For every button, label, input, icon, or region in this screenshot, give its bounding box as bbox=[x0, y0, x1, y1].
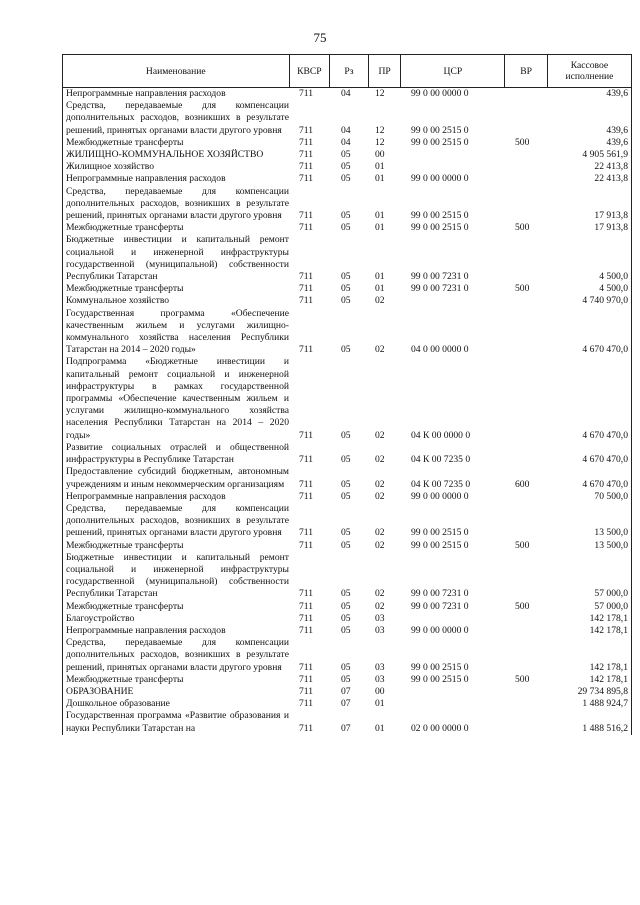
row-kvsr: 711 bbox=[299, 698, 314, 710]
table-row bbox=[63, 625, 631, 637]
table-row bbox=[63, 137, 631, 149]
table-row bbox=[63, 674, 631, 686]
row-pr: 12 bbox=[375, 136, 385, 148]
row-kassovoe: 22 413,8 bbox=[594, 161, 628, 173]
row-csr: 99 0 00 2515 0 bbox=[411, 661, 469, 673]
table-row bbox=[63, 186, 631, 223]
row-name: ЖИЛИЩНО-КОММУНАЛЬНОЕ ХОЗЯЙСТВО bbox=[66, 149, 264, 161]
row-pr: 02 bbox=[375, 478, 385, 490]
row-kassovoe: 29 734 895,8 bbox=[577, 685, 628, 697]
row-csr bbox=[401, 149, 505, 161]
row-kvsr: 711 bbox=[299, 88, 314, 99]
row-vr: 500 bbox=[515, 283, 530, 295]
row-kassovoe: 439,6 bbox=[606, 124, 628, 136]
row-csr: 99 0 00 7231 0 bbox=[411, 283, 469, 295]
row-name: Межбюджетные трансферты bbox=[66, 136, 184, 148]
page-number: 75 bbox=[313, 30, 327, 45]
row-vr bbox=[505, 686, 547, 698]
row-rz: 05 bbox=[341, 661, 351, 673]
row-vr bbox=[505, 100, 547, 137]
row-name: Непрограммные направления расходов bbox=[66, 490, 226, 502]
table-header bbox=[63, 54, 631, 88]
row-vr: 500 bbox=[515, 600, 530, 612]
row-name: Развитие социальных отраслей и общественной инфраструктуры в Республике Татарстан bbox=[66, 441, 289, 466]
row-kvsr: 711 bbox=[299, 429, 314, 441]
row-kassovoe: 439,6 bbox=[606, 136, 628, 148]
row-name: Межбюджетные трансферты bbox=[66, 283, 184, 295]
row-name: Благоустройство bbox=[66, 612, 135, 624]
row-kvsr: 711 bbox=[299, 478, 314, 490]
row-rz: 05 bbox=[341, 527, 351, 539]
row-name: Государственная программа «Обеспечение качественным жильем и услугами жилищно-коммунального хозяйства населения Республики Татарстан на 2014 – 2020 годы» bbox=[66, 307, 289, 356]
row-rz: 07 bbox=[341, 722, 351, 734]
row-kvsr: 711 bbox=[299, 222, 314, 234]
row-vr: 600 bbox=[515, 478, 530, 490]
row-kassovoe: 4 740 970,0 bbox=[582, 295, 628, 307]
row-kvsr: 711 bbox=[299, 283, 314, 295]
row-vr bbox=[505, 637, 547, 674]
row-csr: 02 0 00 0000 0 bbox=[411, 722, 469, 734]
row-csr: 04 К 00 7235 0 bbox=[411, 478, 471, 490]
table-row bbox=[63, 442, 631, 466]
row-kvsr: 711 bbox=[299, 661, 314, 673]
table-row bbox=[63, 637, 631, 674]
row-csr: 99 0 00 7231 0 bbox=[411, 588, 469, 600]
row-rz: 05 bbox=[341, 344, 351, 356]
row-pr: 12 bbox=[375, 88, 385, 99]
table-row bbox=[63, 222, 631, 234]
row-name: ОБРАЗОВАНИЕ bbox=[66, 685, 134, 697]
table-row bbox=[63, 686, 631, 698]
row-kvsr: 711 bbox=[299, 722, 314, 734]
row-name: Непрограммные направления расходов bbox=[66, 624, 226, 636]
header-name: Наименование bbox=[63, 55, 290, 87]
row-name: Непрограммные направления расходов bbox=[66, 173, 226, 185]
row-vr bbox=[505, 356, 547, 441]
row-kvsr: 711 bbox=[299, 295, 314, 307]
row-csr bbox=[401, 613, 505, 625]
row-kvsr: 711 bbox=[299, 344, 314, 356]
row-kassovoe: 1 488 516,2 bbox=[582, 722, 628, 734]
row-kvsr: 711 bbox=[299, 685, 314, 697]
row-kassovoe: 17 913,8 bbox=[594, 210, 628, 222]
row-kassovoe: 17 913,8 bbox=[594, 222, 628, 234]
row-name: Средства, передаваемые для компенсации дополнительных расходов, возникших в результате решений, принятых органами власти другого уровня bbox=[66, 100, 289, 136]
row-csr: 99 0 00 0000 0 bbox=[411, 490, 469, 502]
row-kassovoe: 4 905 561,9 bbox=[582, 149, 628, 161]
row-csr: 99 0 00 2515 0 bbox=[411, 539, 469, 551]
row-rz: 05 bbox=[341, 588, 351, 600]
row-csr: 99 0 00 2515 0 bbox=[411, 210, 469, 222]
row-rz: 07 bbox=[341, 698, 351, 710]
row-rz: 05 bbox=[341, 478, 351, 490]
row-vr bbox=[505, 234, 547, 283]
header-csr: ЦСР bbox=[401, 55, 505, 87]
row-csr: 99 0 00 0000 0 bbox=[411, 88, 469, 99]
row-kassovoe: 4 670 470,0 bbox=[582, 478, 628, 490]
row-vr bbox=[505, 698, 547, 710]
row-pr: 01 bbox=[375, 283, 385, 295]
row-kvsr: 711 bbox=[299, 210, 314, 222]
row-kvsr: 711 bbox=[299, 539, 314, 551]
row-pr: 12 bbox=[375, 124, 385, 136]
row-kvsr: 711 bbox=[299, 588, 314, 600]
row-vr: 500 bbox=[515, 136, 530, 148]
row-csr bbox=[401, 698, 505, 710]
table-row bbox=[63, 356, 631, 441]
row-vr: 500 bbox=[515, 673, 530, 685]
row-pr: 00 bbox=[375, 149, 385, 161]
row-rz: 04 bbox=[341, 136, 351, 148]
row-kvsr: 711 bbox=[299, 612, 314, 624]
row-name: Непрограммные направления расходов bbox=[66, 88, 226, 99]
row-rz: 05 bbox=[341, 210, 351, 222]
row-rz: 05 bbox=[341, 673, 351, 685]
row-pr: 01 bbox=[375, 161, 385, 173]
row-vr bbox=[505, 442, 547, 466]
row-name: Межбюджетные трансферты bbox=[66, 673, 184, 685]
row-name: Межбюджетные трансферты bbox=[66, 600, 184, 612]
row-pr: 02 bbox=[375, 600, 385, 612]
row-kvsr: 711 bbox=[299, 673, 314, 685]
table-body bbox=[63, 88, 631, 735]
row-pr: 01 bbox=[375, 271, 385, 283]
table-row bbox=[63, 308, 631, 357]
row-rz: 05 bbox=[341, 271, 351, 283]
row-rz: 05 bbox=[341, 295, 351, 307]
row-kassovoe: 22 413,8 bbox=[594, 173, 628, 185]
row-csr: 04 К 00 0000 0 bbox=[411, 429, 471, 441]
table-row bbox=[63, 601, 631, 613]
row-rz: 05 bbox=[341, 612, 351, 624]
row-vr bbox=[505, 149, 547, 161]
row-csr: 04 К 00 7235 0 bbox=[411, 454, 471, 466]
table-row bbox=[63, 161, 631, 173]
row-csr: 99 0 00 2515 0 bbox=[411, 136, 469, 148]
row-kassovoe: 4 500,0 bbox=[599, 283, 628, 295]
row-kvsr: 711 bbox=[299, 271, 314, 283]
row-kvsr: 711 bbox=[299, 490, 314, 502]
row-csr bbox=[401, 686, 505, 698]
row-rz: 04 bbox=[341, 124, 351, 136]
table-row bbox=[63, 283, 631, 295]
row-kassovoe: 4 670 470,0 bbox=[582, 454, 628, 466]
row-kassovoe: 4 670 470,0 bbox=[582, 429, 628, 441]
row-rz: 05 bbox=[341, 149, 351, 161]
row-name: Государственная программа «Развитие образования и науки Республики Татарстан на bbox=[66, 710, 289, 734]
row-kassovoe: 57 000,0 bbox=[594, 600, 628, 612]
table-row bbox=[63, 149, 631, 161]
row-pr: 02 bbox=[375, 454, 385, 466]
row-vr: 500 bbox=[515, 539, 530, 551]
row-vr bbox=[505, 186, 547, 223]
row-pr: 01 bbox=[375, 210, 385, 222]
row-rz: 04 bbox=[341, 88, 351, 99]
row-kvsr: 711 bbox=[299, 149, 314, 161]
row-kassovoe: 1 488 924,7 bbox=[582, 698, 628, 710]
row-pr: 01 bbox=[375, 173, 385, 185]
row-kvsr: 711 bbox=[299, 124, 314, 136]
row-pr: 01 bbox=[375, 222, 385, 234]
table-row bbox=[63, 295, 631, 307]
row-rz: 05 bbox=[341, 490, 351, 502]
row-pr: 00 bbox=[375, 685, 385, 697]
row-kvsr: 711 bbox=[299, 136, 314, 148]
row-name: Подпрограмма «Бюджетные инвестиции и капитальный ремонт социальной и инженерной инфраструктуры в рамках государственной программы «Обеспечение качественным жильем и услугами жилищно-коммунального хозяйства населения Республики Татарстан на 2014 – 2020 годы» bbox=[66, 356, 289, 441]
row-pr: 03 bbox=[375, 673, 385, 685]
table-row bbox=[63, 503, 631, 540]
row-kvsr: 711 bbox=[299, 454, 314, 466]
row-vr: 500 bbox=[515, 222, 530, 234]
row-name: Средства, передаваемые для компенсации дополнительных расходов, возникших в результате решений, принятых органами власти другого уровня bbox=[66, 637, 289, 673]
table-row bbox=[63, 552, 631, 601]
row-rz: 05 bbox=[341, 454, 351, 466]
table-row bbox=[63, 88, 631, 100]
table-row bbox=[63, 466, 631, 490]
table-row bbox=[63, 234, 631, 283]
header-rz: Рз bbox=[330, 55, 369, 87]
header-pr: ПР bbox=[369, 55, 402, 87]
row-csr: 99 0 00 7231 0 bbox=[411, 271, 469, 283]
row-name: Бюджетные инвестиции и капитальный ремонт социальной и инженерной инфраструктуры государственной (муниципальной) собственности Республики Татарстан bbox=[66, 234, 289, 283]
row-kassovoe: 142 178,1 bbox=[589, 661, 628, 673]
row-vr bbox=[505, 88, 547, 100]
row-csr: 99 0 00 2515 0 bbox=[411, 527, 469, 539]
row-kassovoe: 142 178,1 bbox=[589, 673, 628, 685]
row-csr: 99 0 00 0000 0 bbox=[411, 173, 469, 185]
row-rz: 05 bbox=[341, 173, 351, 185]
budget-table bbox=[62, 54, 632, 735]
table-row bbox=[63, 173, 631, 185]
row-kassovoe: 4 500,0 bbox=[599, 271, 628, 283]
row-name: Коммунальное хозяйство bbox=[66, 295, 170, 307]
row-pr: 02 bbox=[375, 588, 385, 600]
row-rz: 05 bbox=[341, 600, 351, 612]
row-pr: 02 bbox=[375, 429, 385, 441]
row-pr: 01 bbox=[375, 698, 385, 710]
row-kassovoe: 142 178,1 bbox=[589, 624, 628, 636]
row-pr: 02 bbox=[375, 539, 385, 551]
table-row bbox=[63, 613, 631, 625]
table-row bbox=[63, 710, 631, 734]
row-kvsr: 711 bbox=[299, 527, 314, 539]
row-rz: 05 bbox=[341, 429, 351, 441]
table-row bbox=[63, 100, 631, 137]
row-kassovoe: 4 670 470,0 bbox=[582, 344, 628, 356]
table-row bbox=[63, 491, 631, 503]
row-rz: 05 bbox=[341, 161, 351, 173]
header-vr: ВР bbox=[505, 55, 548, 87]
row-kvsr: 711 bbox=[299, 600, 314, 612]
row-name: Межбюджетные трансферты bbox=[66, 222, 184, 234]
row-kvsr: 711 bbox=[299, 624, 314, 636]
row-vr bbox=[505, 308, 547, 357]
row-vr bbox=[505, 710, 547, 734]
row-kvsr: 711 bbox=[299, 173, 314, 185]
row-csr: 99 0 00 0000 0 bbox=[411, 624, 469, 636]
row-kassovoe: 70 500,0 bbox=[594, 490, 628, 502]
row-vr bbox=[505, 295, 547, 307]
row-name: Жилищное хозяйство bbox=[66, 161, 155, 173]
row-vr bbox=[505, 503, 547, 540]
row-name: Бюджетные инвестиции и капитальный ремонт социальной и инженерной инфраструктуры государственной (муниципальной) собственности Республики Татарстан bbox=[66, 551, 289, 600]
row-pr: 02 bbox=[375, 527, 385, 539]
row-csr: 99 0 00 7231 0 bbox=[411, 600, 469, 612]
row-kassovoe: 57 000,0 bbox=[594, 588, 628, 600]
row-csr: 99 0 00 2515 0 bbox=[411, 673, 469, 685]
header-kvsr: КВСР bbox=[290, 55, 331, 87]
row-vr bbox=[505, 552, 547, 601]
row-csr: 99 0 00 2515 0 bbox=[411, 222, 469, 234]
table-row bbox=[63, 540, 631, 552]
row-pr: 01 bbox=[375, 722, 385, 734]
row-name: Дошкольное образование bbox=[66, 698, 170, 710]
row-pr: 03 bbox=[375, 612, 385, 624]
row-kassovoe: 13 500,0 bbox=[594, 527, 628, 539]
row-rz: 05 bbox=[341, 624, 351, 636]
row-pr: 03 bbox=[375, 661, 385, 673]
row-csr bbox=[401, 295, 505, 307]
row-vr bbox=[505, 613, 547, 625]
row-kassovoe: 142 178,1 bbox=[589, 612, 628, 624]
table-row bbox=[63, 698, 631, 710]
row-pr: 02 bbox=[375, 490, 385, 502]
row-name: Межбюджетные трансферты bbox=[66, 539, 184, 551]
row-kassovoe: 439,6 bbox=[606, 88, 628, 99]
row-vr bbox=[505, 161, 547, 173]
row-name: Средства, передаваемые для компенсации дополнительных расходов, возникших в результате решений, принятых органами власти другого уровня bbox=[66, 502, 289, 539]
row-kvsr: 711 bbox=[299, 161, 314, 173]
row-pr: 02 bbox=[375, 295, 385, 307]
header-kassovoe: Кассовое исполнение bbox=[565, 60, 614, 82]
row-rz: 05 bbox=[341, 539, 351, 551]
row-name: Предоставление субсидий бюджетным, автономным учреждениям и иным некоммерческим организациям bbox=[66, 466, 289, 490]
row-csr bbox=[401, 161, 505, 173]
row-csr: 04 0 00 0000 0 bbox=[411, 344, 469, 356]
row-pr: 02 bbox=[375, 344, 385, 356]
row-name: Средства, передаваемые для компенсации дополнительных расходов, возникших в результате решений, принятых органами власти другого уровня bbox=[66, 185, 289, 222]
row-rz: 07 bbox=[341, 685, 351, 697]
row-csr: 99 0 00 2515 0 bbox=[411, 124, 469, 136]
row-kassovoe: 13 500,0 bbox=[594, 539, 628, 551]
row-pr: 03 bbox=[375, 624, 385, 636]
row-rz: 05 bbox=[341, 283, 351, 295]
row-rz: 05 bbox=[341, 222, 351, 234]
row-vr bbox=[505, 173, 547, 185]
row-vr bbox=[505, 625, 547, 637]
row-vr bbox=[505, 491, 547, 503]
